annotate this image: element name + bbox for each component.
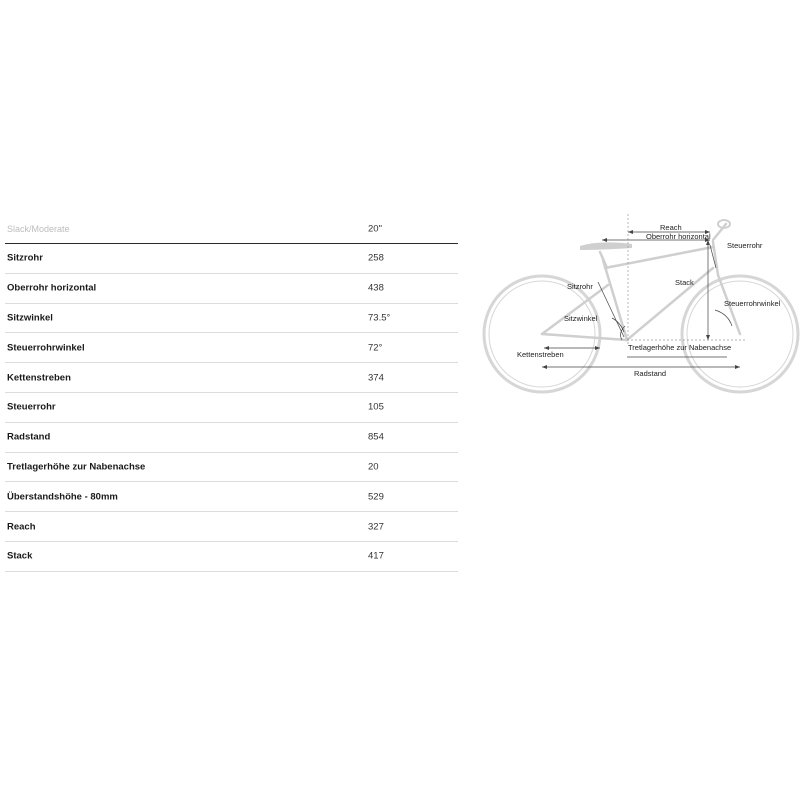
table-row <box>5 274 458 304</box>
table-row <box>5 393 458 423</box>
table-row <box>5 453 458 483</box>
saddle <box>580 242 632 250</box>
row-label: Sitzwinkel <box>7 312 53 324</box>
header-label: Slack/Moderate <box>7 224 70 234</box>
label-steuerrohr: Steuerrohr <box>727 241 763 250</box>
row-label: Reach <box>7 521 36 533</box>
table-row <box>5 542 458 572</box>
row-value: 105 <box>368 401 384 413</box>
row-value: 438 <box>368 282 384 294</box>
label-oberrohr: Oberrohr horizontal <box>646 232 711 241</box>
row-label: Stack <box>7 550 33 562</box>
row-value: 72° <box>368 342 383 354</box>
row-value: 20 <box>368 461 379 473</box>
label-steuerrohrwinkel: Steuerrohrwinkel <box>724 299 781 308</box>
label-tretlager: Tretlagerhöhe zur Nabenachse <box>628 343 732 352</box>
label-reach: Reach <box>660 223 682 232</box>
row-label: Überstandshöhe - 80mm <box>7 491 118 503</box>
header-size-value: 20" <box>368 223 382 235</box>
table-row <box>5 423 458 453</box>
row-label: Radstand <box>7 431 51 443</box>
bike-geometry-diagram <box>480 212 800 402</box>
row-label: Tretlagerhöhe zur Nabenachse <box>7 461 146 473</box>
table-row <box>5 512 458 542</box>
row-value: 417 <box>368 550 384 562</box>
table-row <box>5 304 458 334</box>
row-value: 529 <box>368 491 384 503</box>
row-value: 258 <box>368 252 384 264</box>
label-kettenstreben: Kettenstreben <box>517 350 564 359</box>
geometry-table <box>5 215 458 572</box>
label-stack: Stack <box>675 278 694 287</box>
label-sitzwinkel: Sitzwinkel <box>564 314 598 323</box>
label-radstand: Radstand <box>634 369 667 378</box>
row-label: Steuerrohrwinkel <box>7 342 85 354</box>
table-row <box>5 244 458 274</box>
table-header-row <box>5 215 458 244</box>
label-sitzrohr: Sitzrohr <box>567 282 593 291</box>
table-row <box>5 363 458 393</box>
row-label: Kettenstreben <box>7 372 71 384</box>
table-row <box>5 333 458 363</box>
row-value: 374 <box>368 372 384 384</box>
table-row <box>5 482 458 512</box>
row-value: 73.5° <box>368 312 391 324</box>
row-label: Sitzrohr <box>7 252 43 264</box>
row-label: Steuerrohr <box>7 401 56 413</box>
row-value: 327 <box>368 521 384 533</box>
row-value: 854 <box>368 431 384 443</box>
row-label: Oberrohr horizontal <box>7 282 97 294</box>
